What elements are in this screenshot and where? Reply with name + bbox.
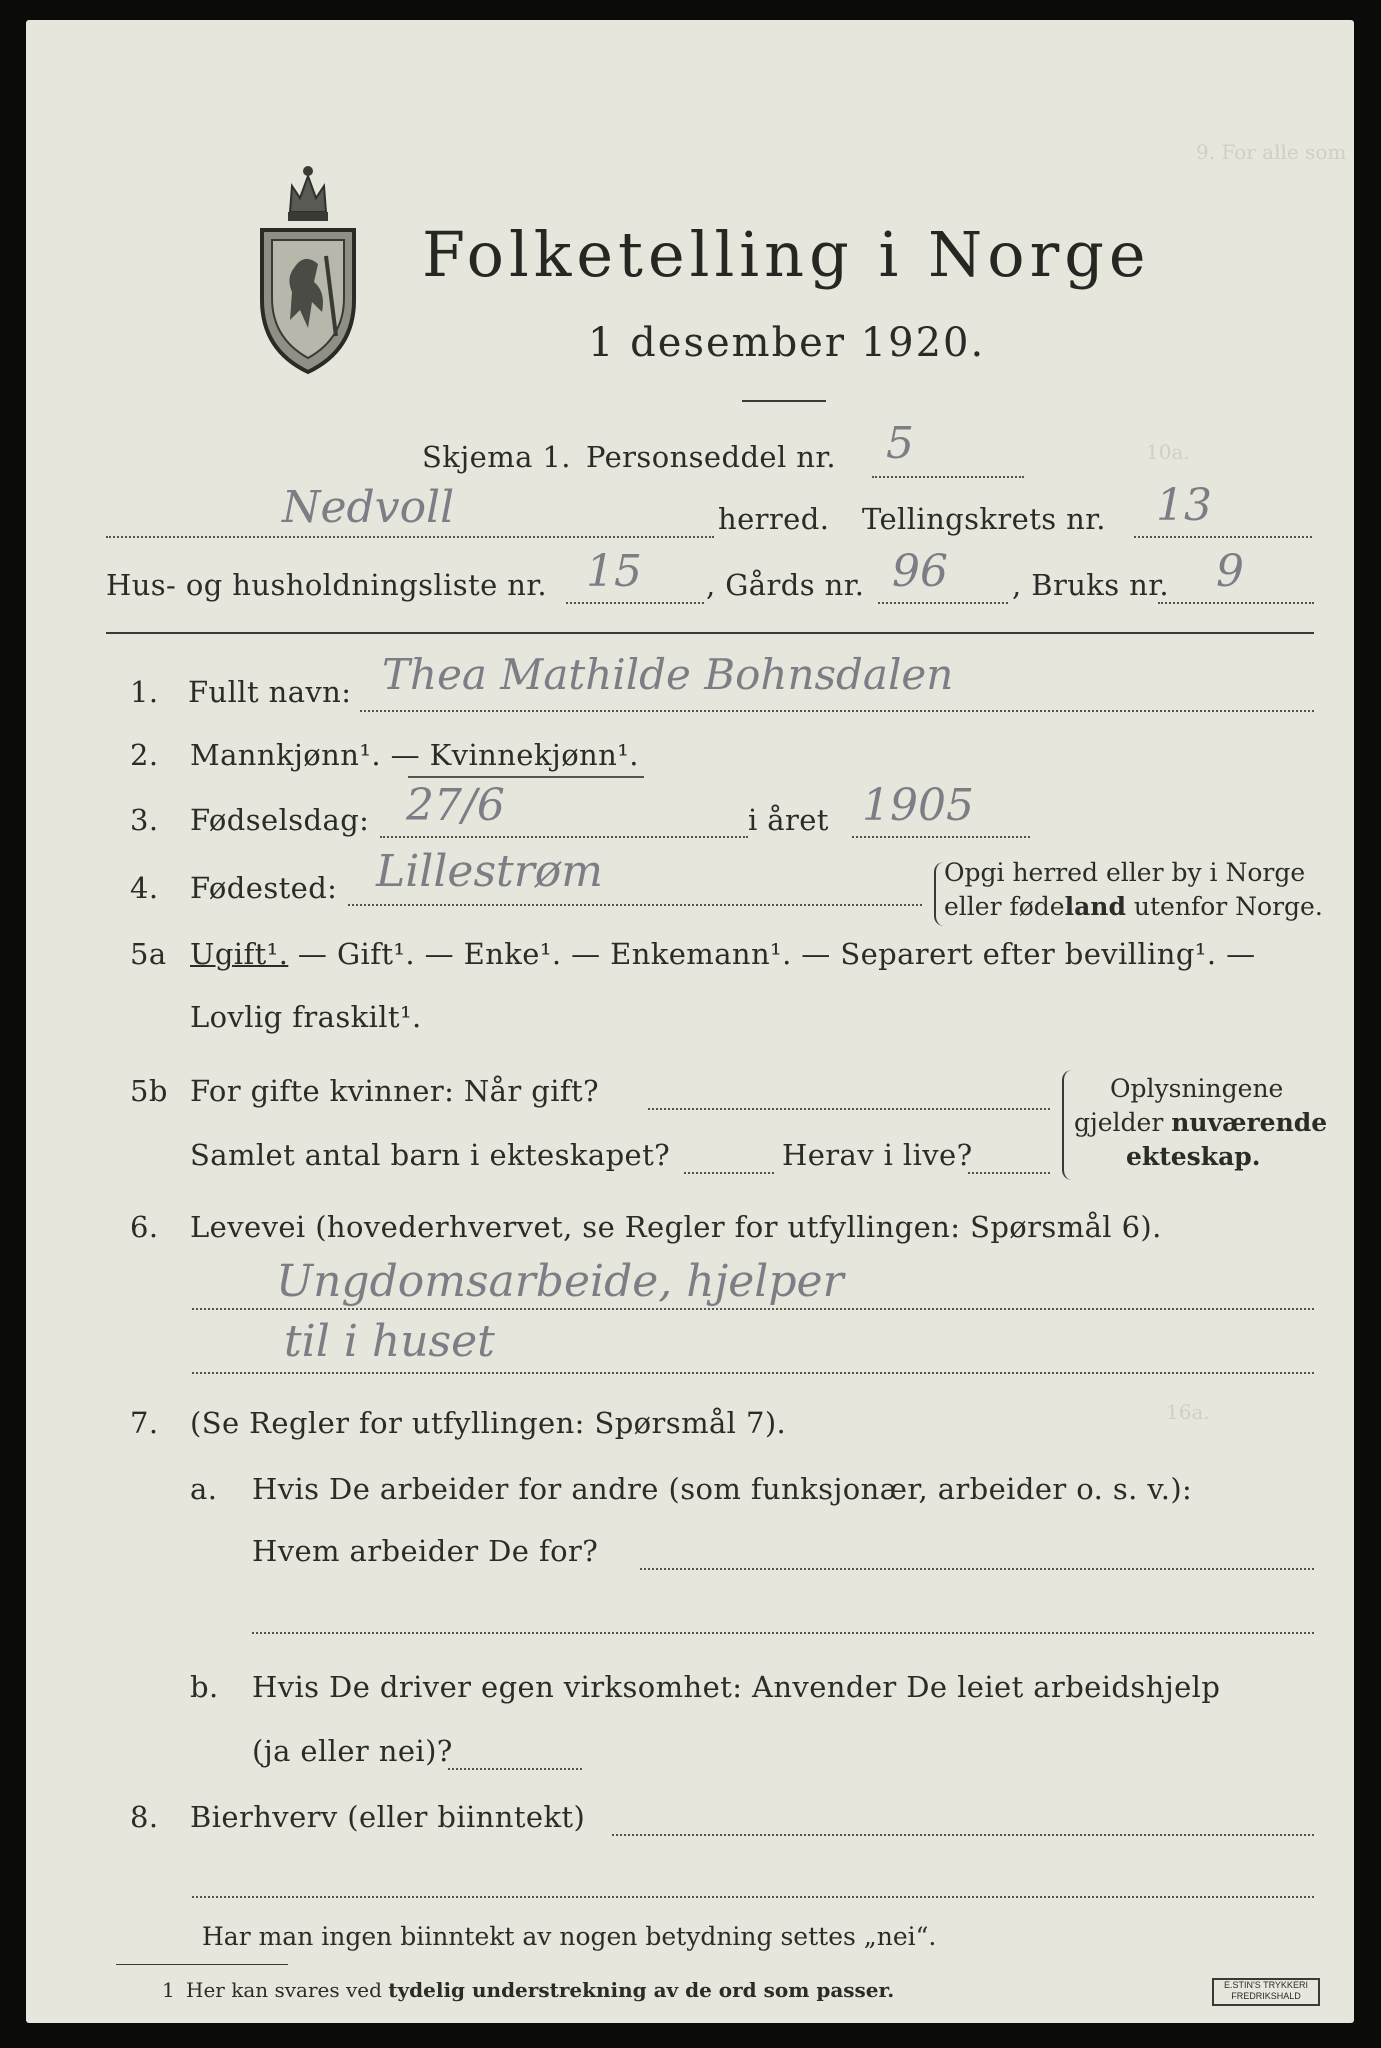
q3-label: Fødselsdag: [190, 803, 370, 837]
q3-number: 3. [130, 803, 159, 837]
q6-line1 [192, 1308, 1314, 1310]
q7-number: 7. [130, 1406, 159, 1440]
footnote-text-bold: tydelig understrekning av de ord som passer. [388, 1978, 895, 2002]
q8-label: Bierhverv (eller biinntekt) [190, 1800, 586, 1834]
q6-value-line2: til i huset [284, 1316, 495, 1367]
q5a-number: 5a [130, 937, 167, 971]
q5b-note2 [1074, 1108, 1327, 1137]
skjema-label: Skjema 1. [422, 440, 571, 474]
personseddel-value: 5 [886, 418, 914, 469]
bruks-value: 9 [1216, 546, 1244, 597]
q5b-note1: Oplysningene [1110, 1074, 1284, 1103]
q5a-options [190, 937, 1255, 971]
q8-line1 [612, 1834, 1314, 1836]
bleed-through-text: 10a. [1146, 440, 1190, 464]
hus-label: Hus- og husholdningsliste nr. [106, 568, 548, 602]
q7a-line1 [640, 1568, 1314, 1570]
hus-line [566, 602, 704, 604]
bruks-line [1158, 602, 1314, 604]
q8-line2 [192, 1896, 1314, 1898]
q5b-barn-line [684, 1172, 774, 1174]
q8-number: 8. [130, 1800, 159, 1834]
bleed-through-text: 16a. [1166, 1400, 1210, 1424]
herred-value: Nedvoll [282, 482, 455, 533]
q6-value-line1: Ungdomsarbeide, hjelper [276, 1256, 844, 1307]
gards-label: , Gårds nr. [706, 568, 865, 602]
q4-number: 4. [130, 871, 159, 905]
q5b-label3: Herav i live? [782, 1138, 973, 1172]
q6-line2 [192, 1372, 1314, 1374]
personseddel-line [872, 476, 1024, 478]
q4-note-line2 [944, 892, 1323, 921]
q6-number: 6. [130, 1210, 159, 1244]
q3-year-line [852, 836, 1030, 838]
census-form-page [26, 20, 1354, 2023]
q7b-line [448, 1768, 582, 1770]
coat-of-arms-emblem [252, 160, 364, 382]
q8-note: Har man ingen biinntekt av nogen betydning settes „nei“. [202, 1922, 937, 1951]
q4-note-text-end: utenfor Norge. [1125, 892, 1323, 921]
header-separator [106, 632, 1314, 634]
q5b-note2-text: gjelder [1074, 1108, 1172, 1137]
tellingskrets-line [1134, 536, 1312, 538]
tellingskrets-label: Tellingskrets nr. [862, 502, 1106, 536]
q5b-gift-line [648, 1108, 1050, 1110]
q7a-number: a. [190, 1472, 218, 1506]
q7b-question: (ja eller nei)? [252, 1734, 453, 1768]
q2-number: 2. [130, 738, 159, 772]
q3-year-label: i året [748, 803, 829, 837]
title-divider [742, 400, 826, 402]
q4-line [348, 904, 922, 906]
q3-year-value: 1905 [862, 780, 974, 831]
q5b-number: 5b [130, 1074, 168, 1108]
q5b-label1: For gifte kvinner: Når gift? [190, 1074, 600, 1108]
q4-label: Fødested: [190, 871, 338, 905]
footnote-text-regular: Her kan svares ved [186, 1978, 389, 2002]
q5b-note2-bold: nuværende [1171, 1108, 1328, 1137]
q4-note-line1: Opgi herred eller by i Norge [944, 858, 1306, 887]
page-subtitle: 1 desember 1920. [588, 320, 986, 366]
q5b-ilive-line [968, 1172, 1050, 1174]
footnote-mark: 1 [162, 1978, 175, 2002]
page-title: Folketelling i Norge [422, 218, 1151, 291]
q1-line [360, 710, 1314, 712]
printer-stamp-line2: FREDRIKSHALD [1231, 1991, 1301, 2001]
gards-value: 96 [892, 546, 948, 597]
herred-line [106, 536, 714, 538]
herred-label: herred. [718, 502, 830, 536]
gards-line [878, 602, 1008, 604]
bleed-through-text: 9. For alle som [1196, 140, 1347, 164]
q7a-label: Hvis De arbeider for andre (som funksjonær, arbeider o. s. v.): [252, 1472, 1193, 1506]
q4-value: Lillestrøm [376, 846, 603, 897]
q5a-other-options: — Gift¹. — Enke¹. — Enkemann¹. — Separert efter bevilling¹. — [288, 937, 1256, 971]
q2-underline-mark [408, 776, 644, 778]
q7a-line2 [252, 1632, 1314, 1634]
q1-number: 1. [130, 675, 159, 709]
q1-label: Fullt navn: [188, 675, 352, 709]
q4-note-text: eller føde [944, 892, 1065, 921]
footnote-rule [116, 1964, 288, 1965]
printer-stamp-line1: E.STIN'S TRYKKERI [1224, 1980, 1308, 1990]
q5a-line2: Lovlig fraskilt¹. [190, 1000, 422, 1034]
q7b-number: b. [190, 1670, 219, 1704]
q3-value: 27/6 [406, 780, 505, 831]
q5b-note-brace [1062, 1070, 1074, 1180]
hus-value: 15 [586, 546, 642, 597]
bruks-label: , Bruks nr. [1012, 568, 1169, 602]
tellingskrets-value: 13 [1156, 480, 1212, 531]
q5b-note3: ekteskap. [1126, 1142, 1261, 1171]
q4-note-bold: land [1064, 892, 1126, 921]
q1-value: Thea Mathilde Bohnsdalen [382, 650, 954, 699]
q5a-ugift-underlined: Ugift¹. [190, 937, 289, 971]
q6-label: Levevei (hovederhvervet, se Regler for utfyllingen: Spørsmål 6). [190, 1210, 1162, 1244]
q5b-label2: Samlet antal barn i ekteskapet? [190, 1138, 671, 1172]
footnote-text [186, 1978, 894, 2002]
printer-stamp [1212, 1978, 1320, 2006]
q7a-question: Hvem arbeider De for? [252, 1534, 599, 1568]
q7b-label: Hvis De driver egen virksomhet: Anvender De leiet arbeidshjelp [252, 1670, 1221, 1704]
q2-label: Mannkjønn¹. — Kvinnekjønn¹. [190, 738, 639, 772]
q3-line [380, 836, 748, 838]
personseddel-label: Personseddel nr. [586, 440, 837, 474]
q7-label: (Se Regler for utfyllingen: Spørsmål 7). [190, 1406, 787, 1440]
